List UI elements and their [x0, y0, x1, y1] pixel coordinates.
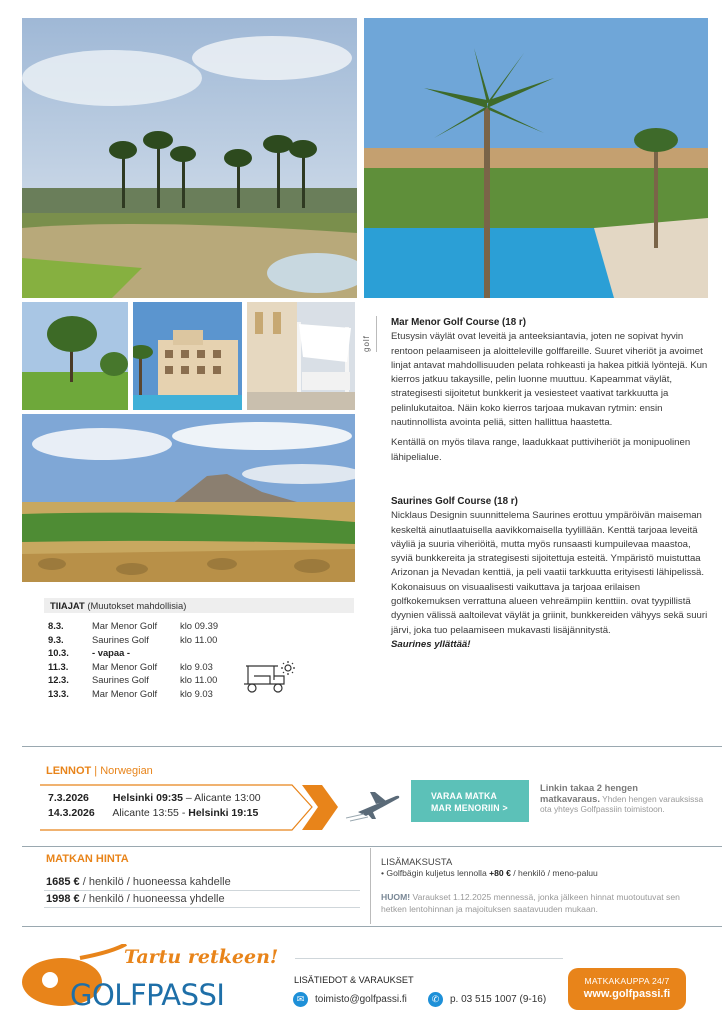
photo-golf-course-palms: [22, 18, 357, 298]
flights-title: [46, 765, 153, 777]
tee-time-row: [44, 660, 354, 674]
book-trip-button[interactable]: [411, 780, 529, 822]
book-button-label-2: MAR MENORIIN >: [431, 803, 508, 813]
tee-time-row: [44, 673, 354, 687]
flight-dash: –: [182, 792, 195, 804]
contact-email[interactable]: [293, 992, 407, 1007]
link-info-title-2: matkavaraus.: [540, 792, 600, 804]
flight-arrival: Alicante 13:00: [194, 792, 261, 804]
flight-date: 7.3.2026: [48, 792, 89, 804]
extra-fees: [381, 856, 701, 915]
course-saurines: [391, 495, 709, 652]
section-divider: [22, 926, 722, 927]
footer-rule: [295, 958, 563, 959]
webshop-badge[interactable]: [568, 968, 686, 1010]
link-info-text: Yhden hengen varauksissa ota yhteys Golfpassiin toimistoon.: [540, 793, 704, 814]
flights-title-text: LENNOT: [46, 765, 92, 777]
tee-date: 9.3.: [48, 633, 64, 645]
flight-departure: Alicante 13:55: [112, 807, 179, 819]
photo-pool-palms: [364, 18, 708, 298]
tee-times-title: TIIAJAT: [50, 600, 85, 611]
link-info-title-1: Linkin takaa 2 hengen: [540, 782, 638, 793]
tee-time: [180, 646, 240, 660]
section-divider: [376, 316, 377, 352]
flight-arrival: Helsinki 19:15: [188, 807, 259, 819]
photo-cabana-beds: [247, 302, 355, 410]
flight-details: [40, 784, 330, 830]
slogan: Tartu retkeen!: [124, 946, 279, 968]
flight-departure: Helsinki 09:35: [112, 792, 183, 804]
airline-name: Norwegian: [100, 765, 153, 777]
tee-date: 10.3.: [48, 647, 69, 658]
flight-row-return: [48, 807, 258, 819]
tee-course: Mar Menor Golf: [92, 660, 158, 672]
price-amount: 1998 €: [46, 893, 80, 905]
note-label: HUOM!: [381, 892, 411, 902]
tee-course: - vapaa -: [92, 647, 131, 658]
tee-time-row: [44, 646, 354, 660]
tee-times-table: [44, 598, 354, 700]
tee-course: Saurines Golf: [92, 633, 149, 645]
tee-date: 13.3.: [48, 687, 69, 699]
tee-times-header: [44, 598, 354, 613]
flight-dash: -: [178, 807, 189, 819]
course-mar-menor: [391, 316, 709, 471]
extra-fee-prefix: • Golfbägin kuljetus lennolla: [381, 867, 490, 878]
course-description: Kentällä on myös tilava range, laadukkaat puttiviheriöt ja monipuolinen lähipelialue.: [391, 437, 691, 463]
column-divider: [370, 848, 371, 924]
flight-row-outbound: [48, 792, 261, 804]
course-title: Saurines Golf Course (18 r): [391, 496, 518, 507]
price-row: [46, 876, 231, 888]
price-text: / henkilö / huoneessa kahdelle: [79, 876, 231, 888]
section-divider: [22, 846, 722, 847]
extra-fees-title: LISÄMAKSUSTA: [381, 856, 453, 867]
webshop-url: www.golfpassi.fi: [583, 988, 671, 1000]
airplane-icon: [346, 788, 402, 822]
book-button-label-1: VARAA MATKA: [431, 791, 498, 801]
tee-course: Mar Menor Golf: [92, 687, 158, 699]
tee-time-row: [44, 633, 354, 647]
extra-fee-line: [381, 868, 701, 880]
flight-date: 14.3.2026: [48, 807, 95, 819]
section-tag: golf: [362, 335, 371, 352]
tee-course: Mar Menor Golf: [92, 620, 158, 631]
title-separator: |: [94, 765, 98, 777]
extra-fee-amount: +80 €: [489, 867, 511, 878]
price-title: MATKAN HINTA: [46, 853, 129, 865]
tee-time: klo 9.03: [180, 660, 213, 672]
tee-course: Saurines Golf: [92, 674, 149, 685]
photo-fairway-trees: [22, 302, 128, 410]
price-row: [46, 893, 225, 905]
tee-time: klo 9.03: [180, 687, 213, 699]
note-text: Varaukset 1.12.2025 mennessä, jonka jälkeen hinnat muotoutuvat sen hetken lentohinnan ja majoituksen saatavuuden mukaan.: [381, 892, 680, 914]
booking-note: [381, 892, 701, 915]
course-tagline: Saurines yllättää!: [391, 638, 471, 650]
course-description: Nicklaus Designin suunnittelema Saurines erottuu ympäröivän maiseman keskeltä ainutlaatuisella aavikkomaisella tyylillään. Kenttä tarjoaa leveitä väyliä ja suuria viheriöitä, mutta myös runsaasti kumpuilevaa maastoa, syviä bunkkereita ja strategisesti sijoitettuja esteitä. Ympäristö muistuttaa Arizonan ja Nevadan kenttiä, ja peli vaatii tarkkuutta erityisesti lähipelissä. Kokonaisuus on visuaalisesti vaikuttava ja tarjoaa erilaisen golfkokemuksen verrattuna alueen vehreämpiin kenttiin. ovat tyypillistä dyynien välissä aaltoilevat väylät ja griinit, bunkkereiden vähyys sekä suuri järvi, joka tuo pelaamiseen mukavasti lisäjännitystä.: [391, 510, 708, 636]
phone-number: p. 03 515 1007 (9-16): [450, 994, 547, 1005]
section-divider: [22, 746, 722, 747]
webshop-label: MATKAKAUPPA 24/7: [584, 976, 670, 986]
email-address: toimisto@golfpassi.fi: [315, 994, 407, 1005]
price-row-divider: [44, 907, 360, 908]
tee-times-subtitle: (Muutokset mahdollisia): [87, 600, 187, 611]
tee-time: klo 09.39: [180, 620, 219, 631]
tee-time-row: [44, 619, 354, 633]
tee-time: klo 11.00: [180, 633, 218, 645]
tee-date: 12.3.: [48, 674, 69, 685]
price-text: / henkilö / huoneessa yhdelle: [79, 893, 225, 905]
booking-link-info: [540, 783, 705, 815]
email-icon: ✉: [293, 992, 308, 1007]
contact-phone[interactable]: [428, 992, 546, 1007]
photo-desert-course-mountain: [22, 414, 355, 582]
course-title: Mar Menor Golf Course (18 r): [391, 317, 526, 328]
extra-fee-suffix: / henkilö / meno-paluu: [510, 867, 598, 878]
tee-time-row: [44, 687, 354, 701]
photo-hotel-building: [133, 302, 242, 410]
contact-title: LISÄTIEDOT & VARAUKSET: [294, 975, 414, 985]
phone-icon: ✆: [428, 992, 443, 1007]
tee-date: 11.3.: [48, 660, 69, 672]
tee-date: 8.3.: [48, 620, 64, 631]
logo-wordmark: GOLFPASSI: [70, 978, 225, 1012]
course-description: Etusysin väylät ovat leveitä ja anteeksiantavia, joten ne sopivat hyvin rentoon pelaamiseen ja aloitteleville golffareille. Suuret viheriöt ja avoimet linjat antavat mahdollisuuden pelata rohkeasti ja hakea pitkiä lyöntejä. Kun kierros jatkuu takaysille, pelin luonne muuttuu. Kapeammat väylät, strategisesti sijoitetut bunkkerit ja vesiesteet vaativat tarkkuutta ja pelinlukutaitoa. Näin koko kierros tarjoaa mukavan rytmin: ensin nautinnollista avointa peliä, sitten hallittua haastetta.: [391, 331, 708, 429]
price-amount: 1685 €: [46, 876, 80, 888]
tee-time: klo 11.00: [180, 674, 218, 685]
golf-cart-icon: [240, 658, 296, 696]
price-row-divider: [44, 890, 360, 891]
